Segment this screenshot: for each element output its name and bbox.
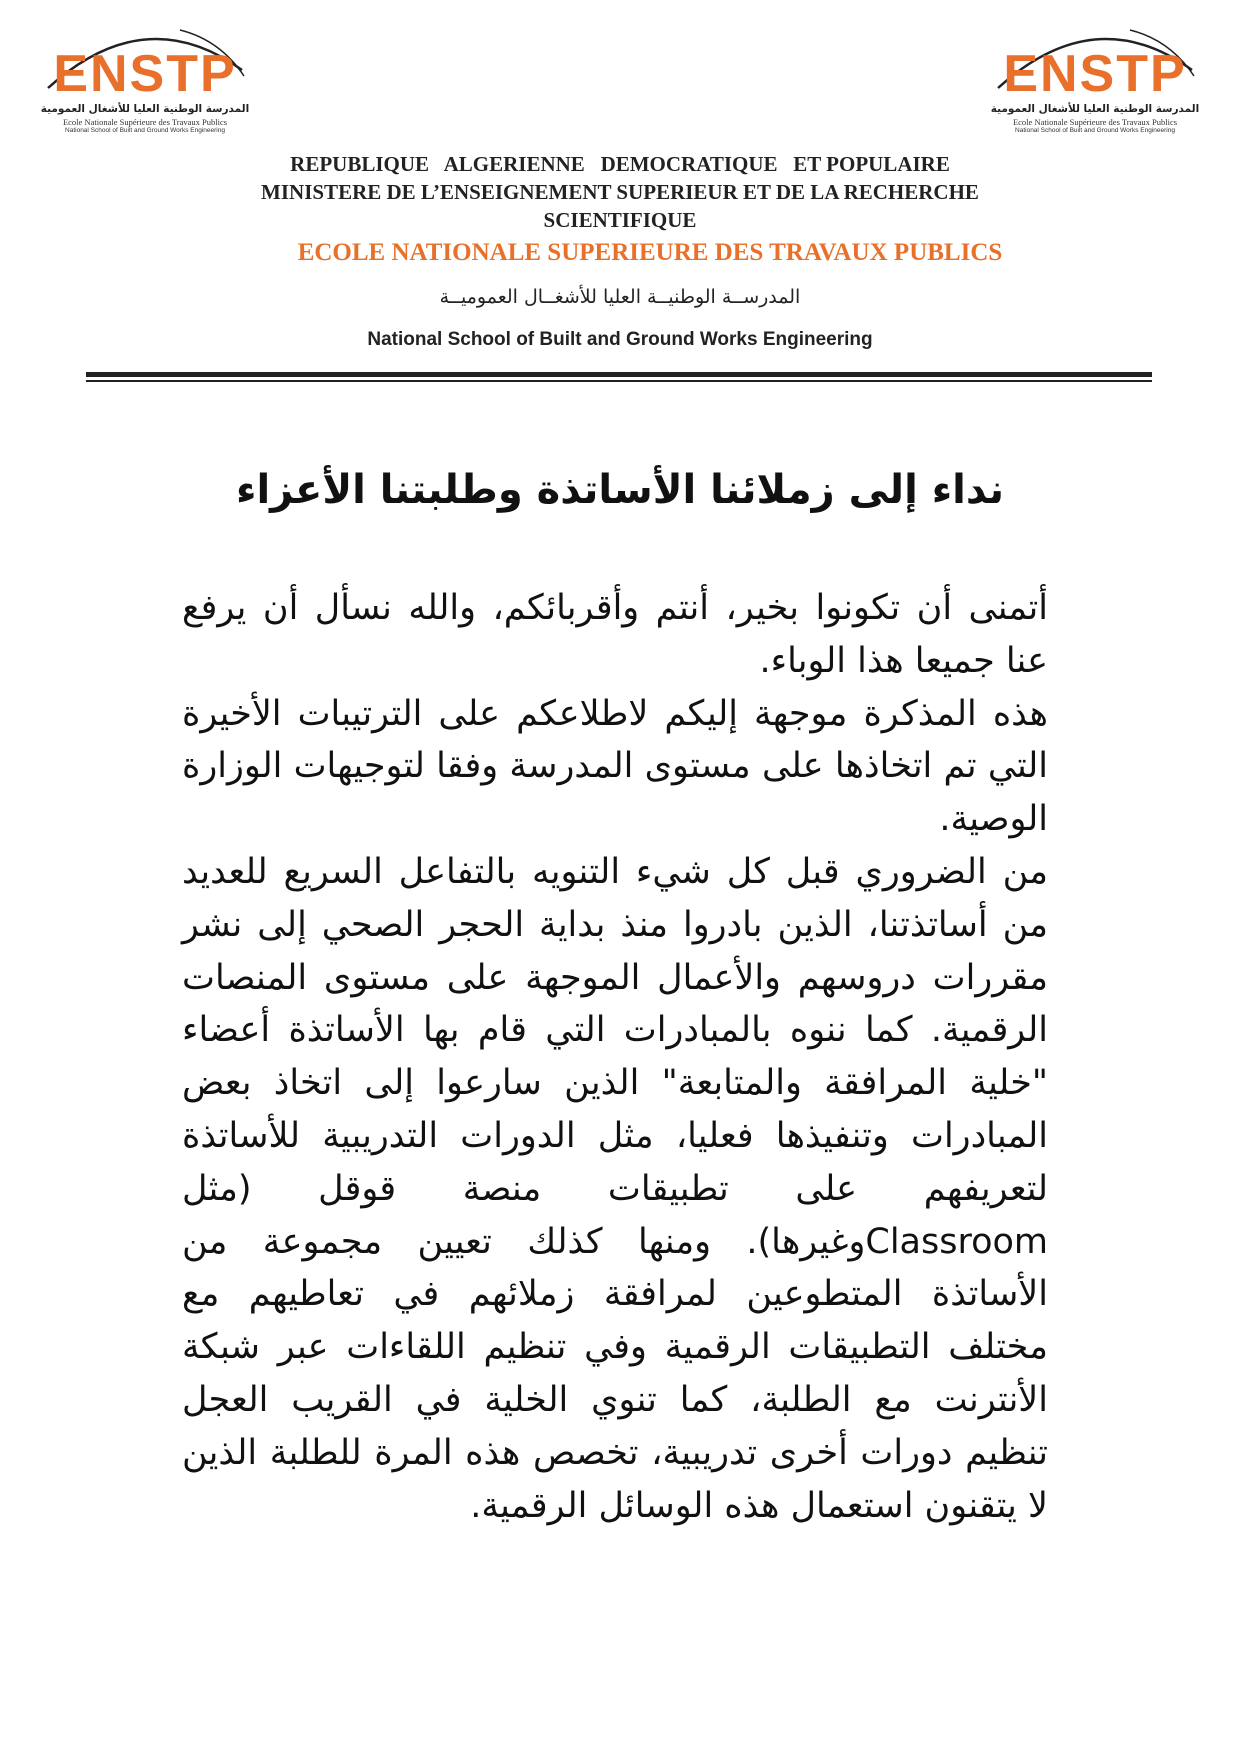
header-ministry: MINISTERE DE L’ENSEIGNEMENT SUPERIEUR ET DE LA RECHERCHE (261, 180, 979, 204)
document-title: نداء إلى زملائنا الأساتذة وطلبتنا الأعزاء (236, 467, 1004, 513)
header-republic: REPUBLIQUE ALGERIENNE DEMOCRATIQUE ET POPULAIRE (290, 152, 950, 176)
logo-english-name: National School of Built and Ground Works Engineering (1015, 127, 1175, 134)
paragraph: أتمنى أن تكونوا بخير، أنتم وأقربائكم، والله نسأل أن يرفع عنا جميعا هذا الوباء. (182, 588, 1048, 681)
paragraph: هذه المذكرة موجهة إليكم لاطلاعكم على الترتيبات الأخيرة التي تم اتخاذها على مستوى المدرسة وفقا لتوجيهات الوزارة الوصية. (182, 693, 1048, 840)
document-body (182, 582, 1048, 1532)
paragraph: من الضروري قبل كل شيء التنويه بالتفاعل السريع للعديد من أساتذتنا، الذين بادروا منذ بداية الحجر الصحي إلى نشر مقررات دروسهم والأعمال الموجهة على مستوى المنصات الرقمية. كما ننوه بالمبادرات التي قام بها الأساتذة أعضاء "خلية المرافقة والمتابعة" الذين سارعوا إلى اتخاذ بعض المبادرات وتنفيذها فعليا، مثل الدورات التدريبية للأساتذة لتعريفهم على تطبيقات منصة قوقل (مثل Classroomوغيرها). ومنها كذلك تعيين مجموعة من الأساتذة المتطوعين لمرافقة زملائهم في تعاطيهم مع مختلف التطبيقات الرقمية وفي تنظيم اللقاءات عبر شبكة الأنترنت مع الطلبة، كما تنوي الخلية في القريب العجل تنظيم دورات أخرى تدريبية، تخصص هذه المرة للطلبة الذين لا يتقنون استعمال هذه الوسائل الرقمية. (182, 851, 1048, 1526)
logo-wordmark: ENSTP (1003, 45, 1187, 103)
header-school-arabic: المدرســة الوطنيــة العليا للأشغــال العموميــة (439, 286, 801, 308)
header-divider-thick (86, 372, 1152, 377)
header-divider-thin (86, 380, 1152, 382)
logo-english-name: National School of Built and Ground Works Engineering (65, 127, 225, 134)
enstp-logo-right (980, 10, 1210, 135)
enstp-logo-left (30, 10, 260, 135)
logo-french-name: Ecole Nationale Supérieure des Travaux Publics (1012, 117, 1178, 127)
header-school-french: ECOLE NATIONALE SUPERIEURE DES TRAVAUX PUBLICS (297, 239, 1003, 266)
logo-arabic-name: المدرسة الوطنية العليا للأشغال العمومية (990, 103, 1200, 115)
logo-arabic-name: المدرسة الوطنية العليا للأشغال العمومية (40, 103, 250, 115)
logo-french-name: Ecole Nationale Supérieure des Travaux Publics (62, 117, 228, 127)
header-school-english: National School of Built and Ground Works Engineering (367, 329, 873, 350)
logo-wordmark: ENSTP (53, 45, 237, 103)
header-ministry-cont: SCIENTIFIQUE (543, 208, 697, 232)
